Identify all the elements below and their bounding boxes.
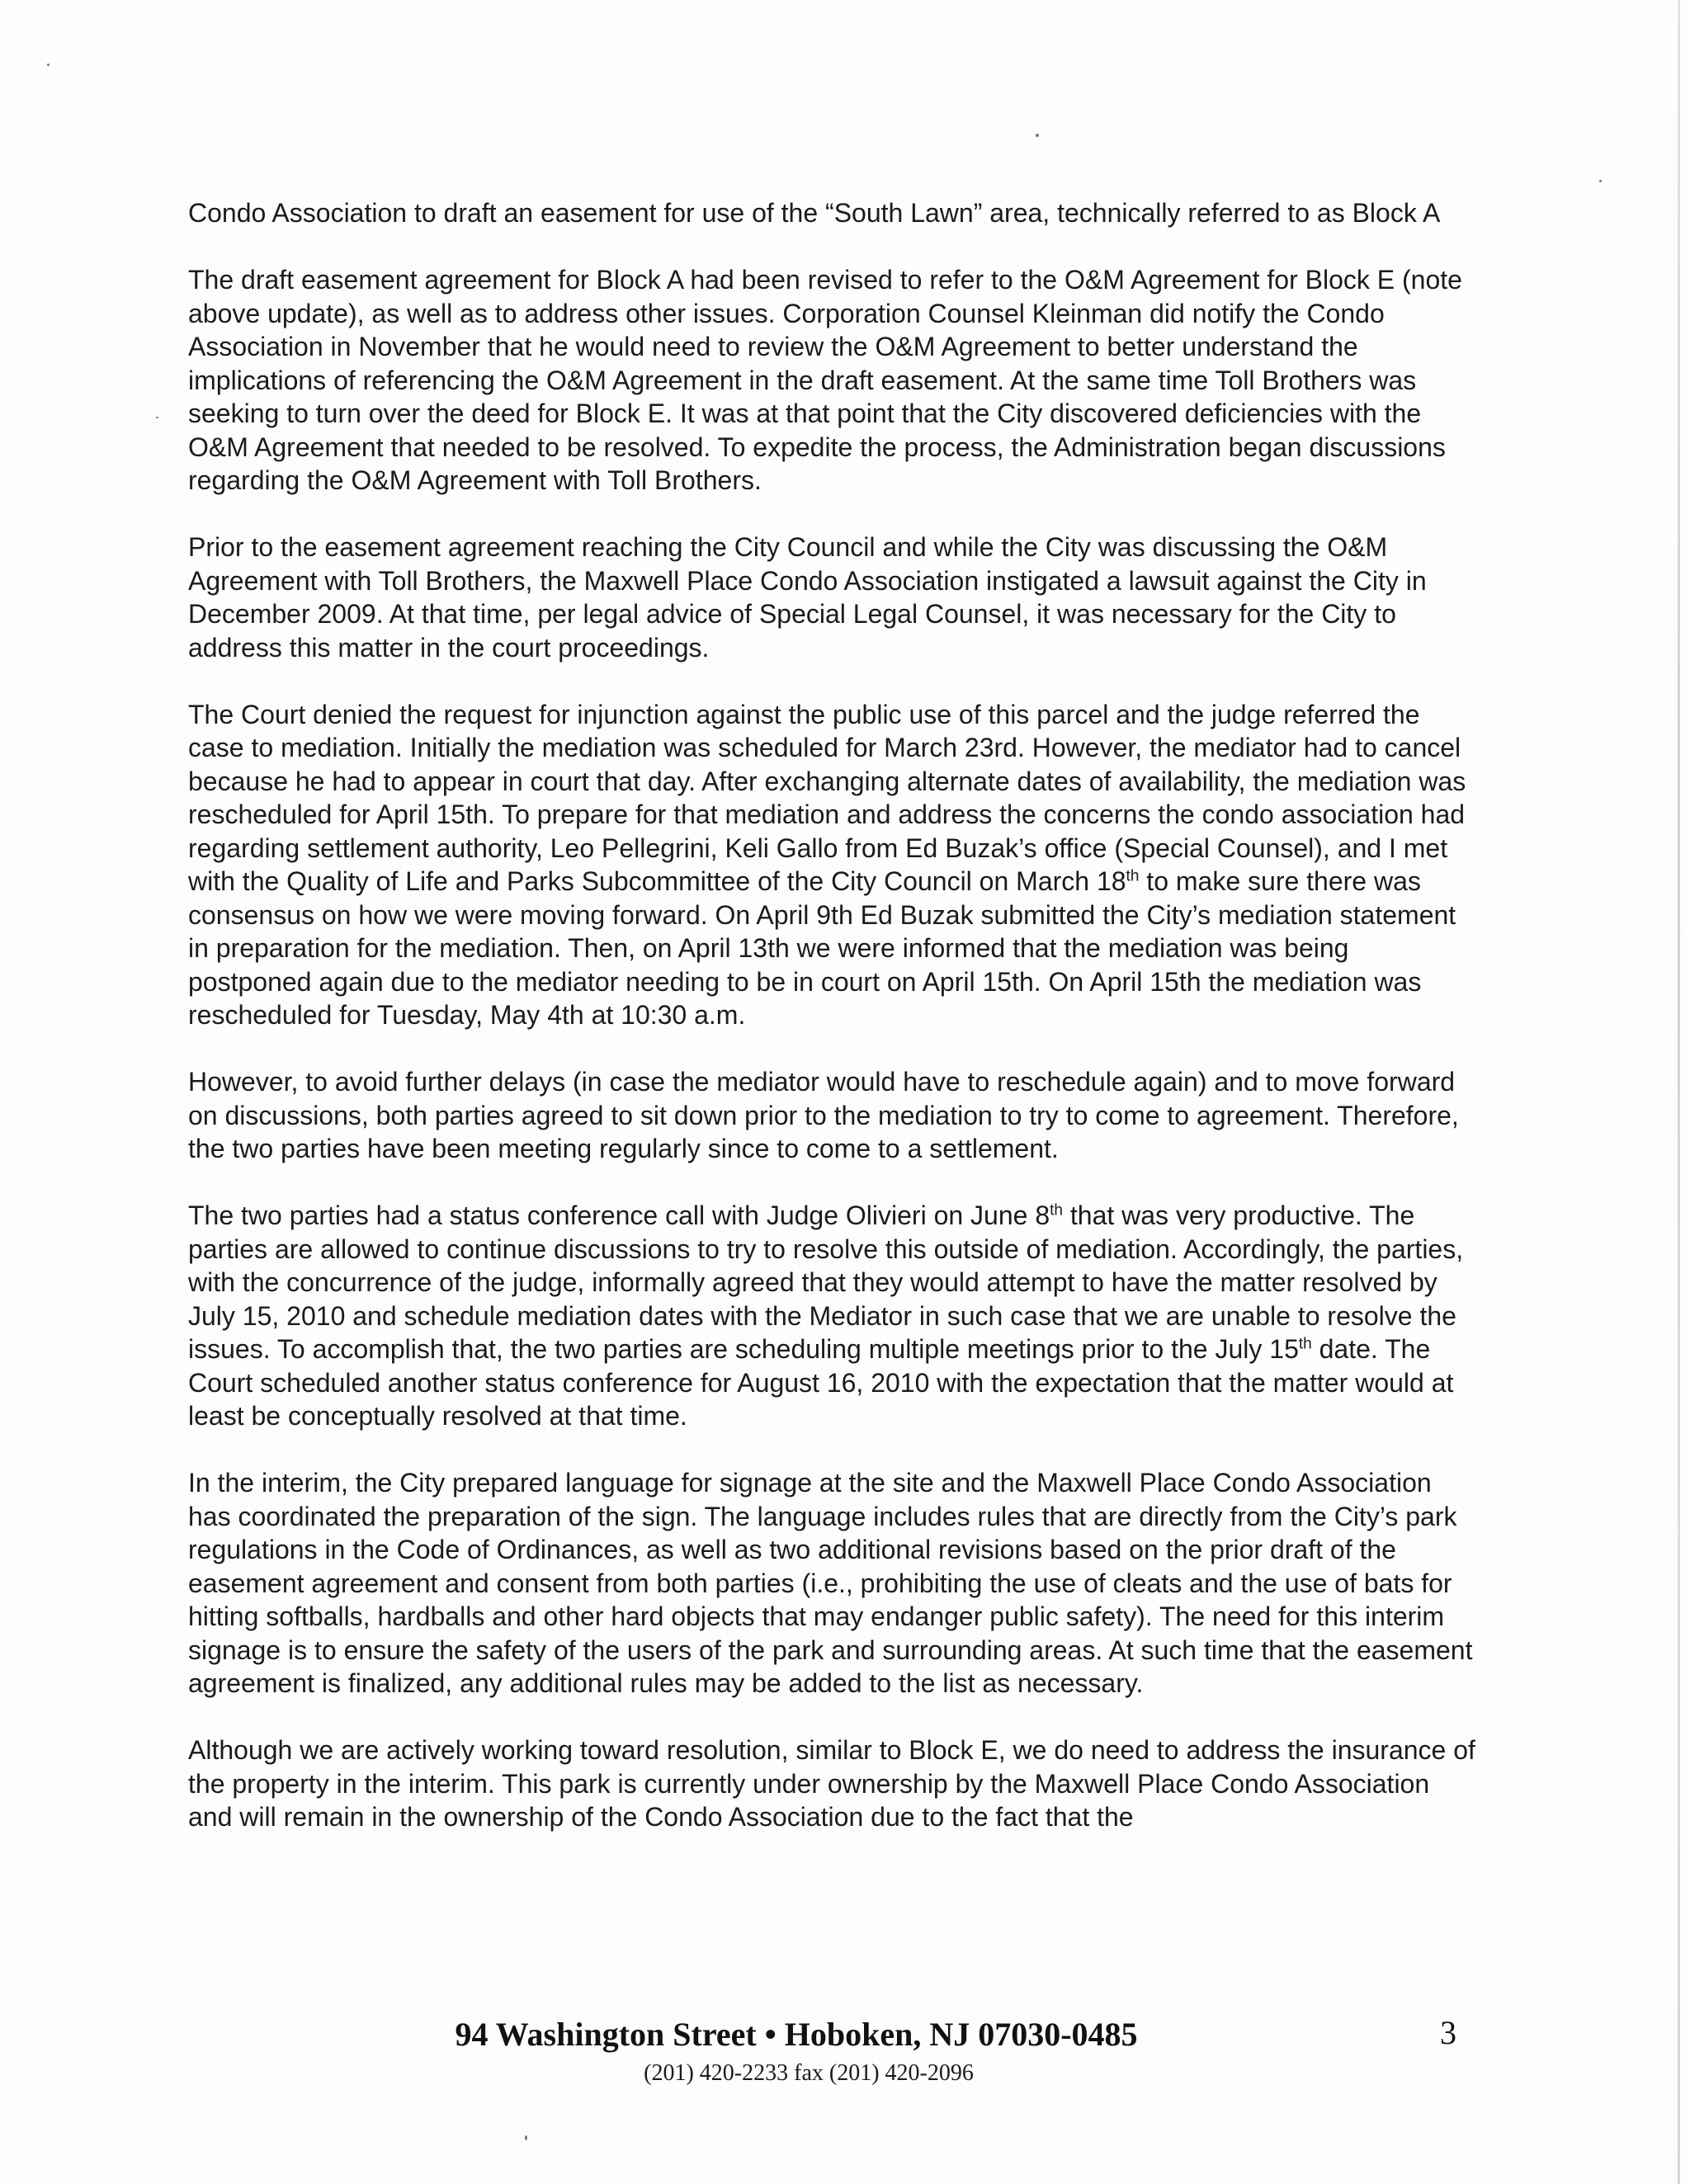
scan-speck — [156, 417, 158, 418]
paragraph: The draft easement agreement for Block A had been revised to refer to the O&M Agreement for Block E (note above update), as well as to address other issues. Corporation Counsel Kleinman did notify the Condo Association in November that he would need to review the O&M Agreement to better understand the implications of referencing the O&M Agreement in the draft easement. At the same time Toll Brothers was seeking to turn over the deed for Block E. It was at that point that the City discovered deficiencies with the O&M Agreement that needed to be resolved. To expedite the process, the Administration began discussions regarding the O&M Agreement with Toll Brothers. — [188, 265, 1462, 495]
paragraph-text: that was very productive. The parties are allowed to continue discussions to try to resolve this outside of mediation. Accordingly, the parties, with the concurrence of the judge, informally agreed that they would attempt to have the matter resolved by July 15, 2010 and schedule mediation dates with the Mediator in such case that we are unable to resolve the issues. To accomplish that, the two parties are scheduling multiple meetings prior to the July 15 — [188, 1200, 1464, 1364]
scan-page-edge — [1678, 0, 1680, 2184]
ordinal-suffix: th — [1050, 1201, 1063, 1219]
paragraph-text: date. The Court scheduled another status conference for August 16, 2010 with the expectation that the matter would at least be conceptually resolved at that time. — [188, 1334, 1454, 1431]
ordinal-suffix: th — [1298, 1335, 1312, 1353]
scan-speck — [1599, 180, 1602, 182]
footer-address: 94 Washington Street • Hoboken, NJ 07030-0485 — [455, 2016, 1138, 2053]
paragraph: Prior to the easement agreement reaching the City Council and while the City was discussing the O&M Agreement with Toll Brothers, the Maxwell Place Condo Association instigated a lawsuit against the City in December 2009. At that time, per legal advice of Special Legal Counsel, it was necessary for the City to address this matter in the court proceedings. — [188, 532, 1427, 663]
ordinal-suffix: th — [1126, 867, 1140, 885]
paragraph-text: The two parties had a status conference call with Judge Olivieri on June 8 — [188, 1200, 1050, 1230]
paragraph: Although we are actively working toward resolution, similar to Block E, we do need to address the insurance of the property in the interim. This park is currently under ownership by the Maxwell Place Condo Association and will remain in the ownership of the Condo Association due to the fact that the — [188, 1735, 1475, 1832]
scan-speck — [47, 64, 50, 66]
letter-body — [188, 196, 1475, 1834]
paragraph-text: to make sure there was consensus on how we were moving forward. On April 9th Ed Buzak submitted the City’s mediation statement in preparation for the mediation. Then, on April 13th we were informed that the mediation was being postponed again due to the mediator needing to be in court on April 15th. On April 15th the mediation was rescheduled for Tuesday, May 4th at 10:30 a.m. — [188, 866, 1456, 1030]
scan-speck — [525, 2135, 527, 2140]
footer-phone-fax: (201) 420-2233 fax (201) 420-2096 — [644, 2060, 974, 2086]
paragraph — [188, 698, 1475, 1032]
paragraph: Condo Association to draft an easement for use of the “South Lawn” area, technically referred to as Block A — [188, 198, 1441, 228]
paragraph — [188, 1199, 1475, 1433]
paragraph-text: The Court denied the request for injunction against the public use of this parcel and the judge referred the case to mediation. Initially the mediation was scheduled for March 23rd. However, the mediator had to cancel because he had to appear in court that day. After exchanging alternate dates of availability, the mediation was rescheduled for April 15th. To prepare for that mediation and address the concerns the condo association had regarding settlement authority, Leo Pellegrini, Keli Gallo from Ed Buzak’s office (Special Counsel), and I met with the Quality of Life and Parks Subcommittee of the City Council on March 18 — [188, 699, 1466, 896]
page-number: 3 — [1440, 2014, 1456, 2051]
paragraph: However, to avoid further delays (in case the mediator would have to reschedule again) and to move forward on discussions, both parties agreed to sit down prior to the mediation to try to come to agreement. Therefore, the two parties have been meeting regularly since to come to a settlement. — [188, 1067, 1459, 1163]
paragraph: In the interim, the City prepared language for signage at the site and the Maxwell Place Condo Association has coordinated the preparation of the sign. The language includes rules that are directly from the City’s park regulations in the Code of Ordinances, as well as two additional revisions based on the prior draft of the easement agreement and consent from both parties (i.e., prohibiting the use of cleats and the use of bats for hitting softballs, hardballs and other hard objects that may endanger public safety). The need for this interim signage is to ensure the safety of the users of the park and surrounding areas. At such time that the easement agreement is finalized, any additional rules may be added to the list as necessary. — [188, 1468, 1473, 1698]
scan-speck — [1036, 134, 1039, 137]
